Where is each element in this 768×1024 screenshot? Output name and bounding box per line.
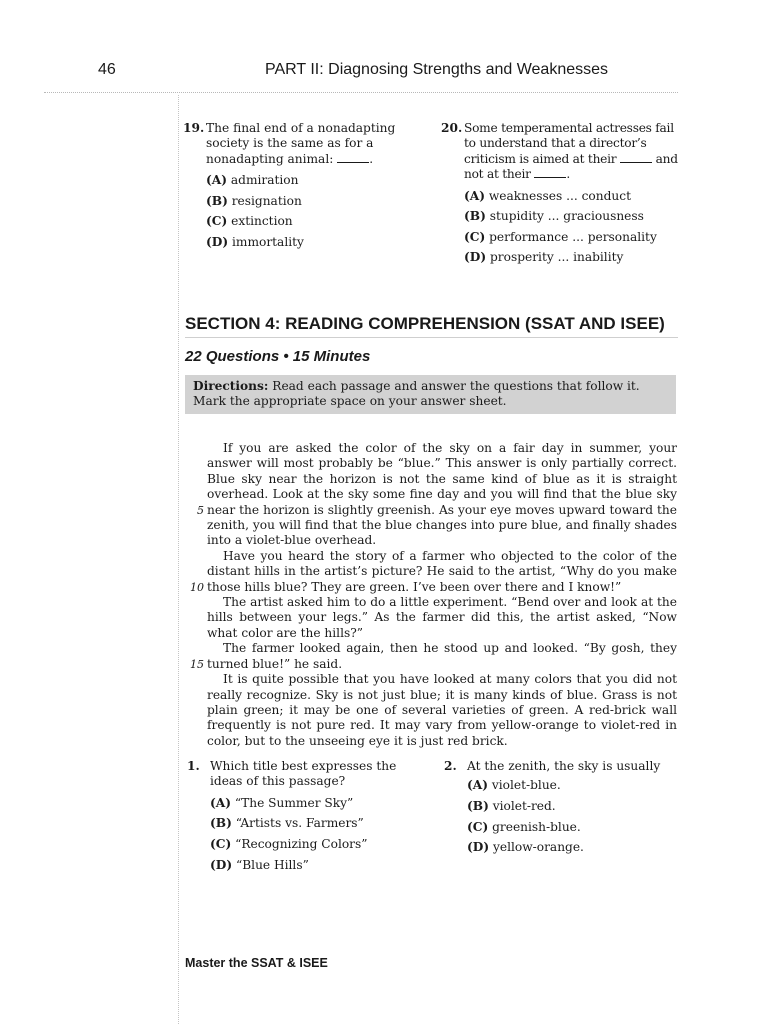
section-subtitle: 22 Questions • 15 Minutes	[185, 348, 371, 365]
directions-label: Directions:	[193, 379, 269, 393]
option-c: (C) performance ... personality	[464, 229, 657, 244]
option-b: (B) resignation	[206, 193, 302, 208]
question-19	[183, 121, 428, 256]
passage-paragraph: The artist asked him to do a little experiment. “Bend over and look at the hills between your legs.” As the farmer did this, the artist asked, “Now what color are the hills?”	[207, 595, 677, 640]
option-d: (D) yellow-orange.	[467, 840, 584, 855]
answer-options	[464, 189, 686, 271]
option-d: (D) prosperity ... inability	[464, 250, 624, 265]
section-title: SECTION 4: READING COMPREHENSION (SSAT AND ISEE)	[185, 314, 665, 333]
option-b: (B) “Artists vs. Farmers”	[210, 816, 364, 831]
answer-blank	[620, 152, 652, 163]
reading-passage	[207, 441, 677, 749]
question-number: 20.	[441, 121, 463, 135]
answer-options	[206, 173, 428, 255]
question-2	[444, 759, 684, 861]
question-stem: Which title best expresses the ideas of this passage?	[210, 759, 397, 789]
option-c: (C) extinction	[206, 214, 293, 229]
question-number: 1.	[187, 759, 200, 773]
question-20	[441, 121, 686, 271]
running-head: PART II: Diagnosing Strengths and Weaknesses	[265, 61, 609, 78]
answer-options	[210, 796, 427, 878]
header-divider	[44, 92, 678, 93]
question-stem: At the zenith, the sky is usually	[467, 759, 661, 773]
option-b: (B) stupidity ... graciousness	[464, 209, 644, 224]
option-a: (A) violet-blue.	[467, 778, 561, 793]
line-number-15: 15	[190, 657, 204, 671]
option-c: (C) greenish-blue.	[467, 819, 581, 834]
directions-text: Read each passage and answer the questions that follow it. Mark the appropriate space on your answer sheet.	[193, 379, 640, 409]
option-a: (A) “The Summer Sky”	[210, 795, 354, 810]
margin-divider	[178, 95, 179, 1024]
answer-blank	[534, 167, 566, 178]
question-1	[187, 759, 427, 878]
option-a: (A) weaknesses ... conduct	[464, 188, 631, 203]
option-a: (A) admiration	[206, 173, 299, 188]
line-number-10: 10	[190, 580, 204, 594]
section-divider	[185, 337, 678, 338]
option-c: (C) “Recognizing Colors”	[210, 837, 368, 851]
answer-options	[467, 778, 684, 860]
passage-paragraph: Have you heard the story of a farmer who objected to the color of the distant hills in the artist’s picture? He said to the artist, “Why do you make those hills blue? They are green. I’ve been over there and I know!”	[207, 548, 677, 594]
option-d: (D) immortality	[206, 235, 304, 249]
option-d: (D) “Blue Hills”	[210, 857, 309, 872]
question-number: 19.	[183, 121, 205, 135]
question-number: 2.	[444, 759, 457, 773]
question-stem: The final end of a nonadapting society is the same as for a nonadapting animal: .	[206, 121, 396, 166]
passage-paragraph: The farmer looked again, then he stood up and looked. “By gosh, they turned blue!” he said.	[207, 641, 677, 671]
page-number: 46	[98, 61, 116, 78]
option-b: (B) violet-red.	[467, 799, 556, 813]
answer-blank	[337, 152, 369, 163]
passage-paragraph: It is quite possible that you have looked at many colors that you did not really recognize. Sky is not just blue; it is many kinds of blue. Grass is not plain green; it may be one of several varieties of green. A red-brick wall frequently is not pure red. It may vary from yellow-orange to violet-red in color, but to the unseeing eye it is just red brick.	[207, 672, 677, 748]
footer-title: Master the SSAT & ISEE	[185, 956, 328, 970]
line-number-5: 5	[197, 503, 204, 517]
passage-paragraph: If you are asked the color of the sky on a fair day in summer, your answer will most probably be “blue.” This answer is only partially correct. Blue sky near the horizon is not the same kind of blue as it is straight overhead. Look at the sky some fine day and you will find that the blue sky near the horizon is slightly greenish. As your eye moves upward toward the zenith, you will find that the blue changes into pure blue, and finally shades into a violet-blue overhead.	[207, 441, 677, 548]
directions-box	[185, 375, 676, 414]
question-stem: Some temperamental actresses fail to understand that a director’s criticism is aimed at their and not at their .	[464, 121, 678, 182]
